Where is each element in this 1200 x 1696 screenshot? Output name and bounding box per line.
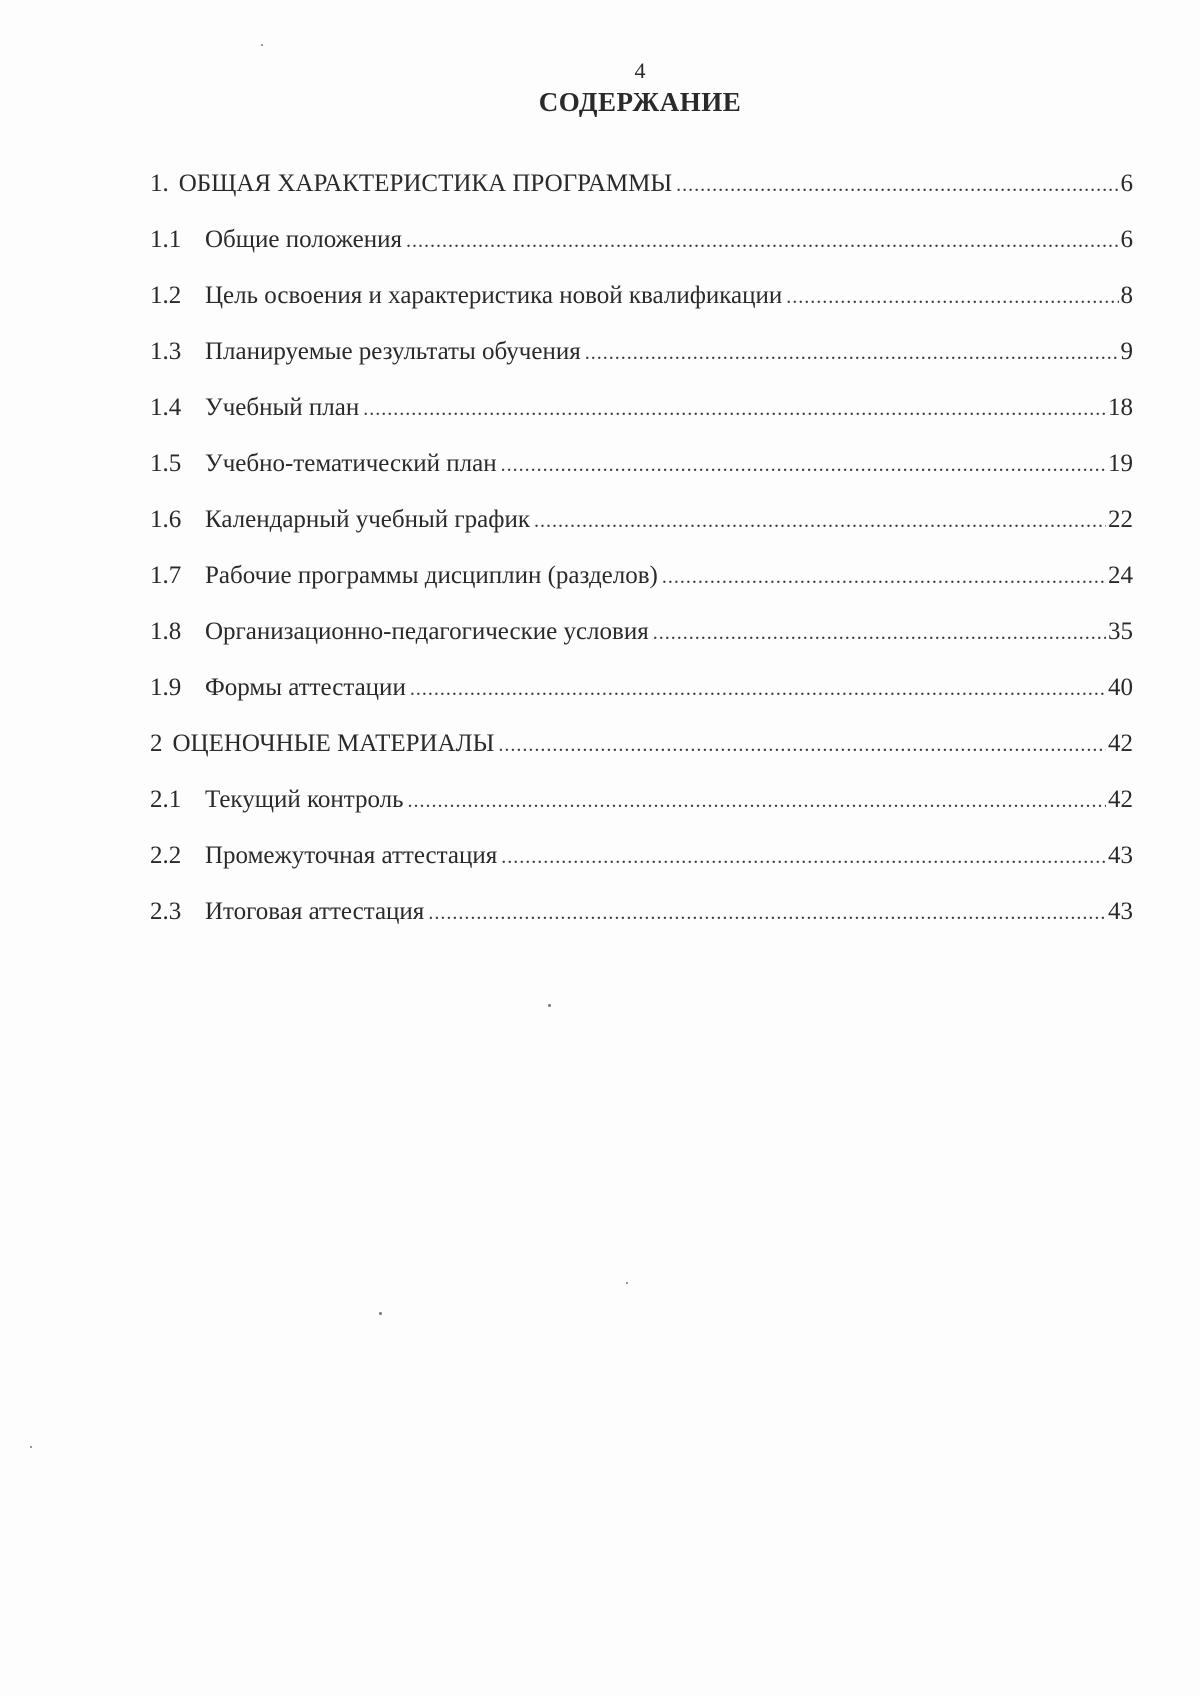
- toc-entry: [150, 726, 1133, 782]
- toc-entry: [150, 614, 1133, 670]
- toc-entry-title: Промежуточная аттестация: [205, 842, 498, 869]
- dot-leader: [534, 502, 1106, 539]
- dot-leader: [363, 390, 1106, 427]
- dot-leader: [786, 278, 1118, 315]
- scan-speck: [626, 1282, 628, 1284]
- toc-entry-number: 2.1: [150, 786, 182, 813]
- toc-entry: [150, 390, 1133, 446]
- toc-entry-page: 9: [1120, 338, 1133, 365]
- dot-leader: [501, 838, 1106, 875]
- scan-speck: [30, 1446, 32, 1448]
- dot-leader: [406, 222, 1119, 259]
- toc-entry-number: 1.8: [150, 618, 182, 645]
- toc-entry-title: Общие положения: [205, 226, 402, 253]
- toc-entry: [150, 502, 1133, 558]
- dot-leader: [676, 166, 1118, 203]
- toc-entry-page: 42: [1108, 730, 1133, 757]
- scan-speck: [379, 1312, 382, 1315]
- toc-entry-title: Рабочие программы дисциплин (разделов): [205, 562, 658, 589]
- toc-entry-page: 43: [1108, 898, 1133, 925]
- toc-entry: [150, 558, 1133, 614]
- toc-entry: [150, 670, 1133, 726]
- toc-entry-title: Формы аттестации: [205, 674, 406, 701]
- dot-leader: [410, 670, 1106, 707]
- toc-entry-page: 19: [1108, 450, 1133, 477]
- table-of-contents: [150, 166, 1133, 950]
- page-title: СОДЕРЖАНИЕ: [538, 87, 742, 117]
- toc-entry-title: ОБЩАЯ ХАРАКТЕРИСТИКА ПРОГРАММЫ: [178, 170, 673, 197]
- dot-leader: [498, 726, 1106, 763]
- toc-entry-title: ОЦЕНОЧНЫЕ МАТЕРИАЛЫ: [172, 730, 495, 757]
- toc-entry-page: 6: [1120, 170, 1133, 197]
- toc-entry-number: 1.5: [150, 450, 182, 477]
- toc-entry: [150, 278, 1133, 334]
- toc-entry-number: 1.: [150, 170, 169, 197]
- dot-leader: [408, 782, 1107, 819]
- toc-entry-number: 1.1: [150, 226, 182, 253]
- toc-entry-page: 22: [1108, 506, 1133, 533]
- dot-leader: [501, 446, 1106, 483]
- toc-entry-page: 40: [1108, 674, 1133, 701]
- toc-entry-page: 42: [1108, 786, 1133, 813]
- toc-entry-number: 2.2: [150, 842, 182, 869]
- toc-entry-title: Цель освоения и характеристика новой квалификации: [205, 282, 783, 309]
- toc-entry-number: 1.4: [150, 394, 182, 421]
- toc-entry: [150, 334, 1133, 390]
- toc-entry: [150, 838, 1133, 894]
- toc-entry-number: 2: [150, 730, 163, 757]
- toc-entry-number: 1.6: [150, 506, 182, 533]
- toc-entry: [150, 446, 1133, 502]
- toc-entry-title: Календарный учебный график: [205, 506, 530, 533]
- toc-entry-number: 1.9: [150, 674, 182, 701]
- scan-speck: [548, 1004, 551, 1007]
- toc-entry: [150, 782, 1133, 838]
- toc-entry: [150, 894, 1133, 950]
- page-number: 4: [634, 58, 646, 83]
- dot-leader: [653, 614, 1106, 651]
- toc-entry-page: 35: [1108, 618, 1133, 645]
- toc-entry-title: Планируемые результаты обучения: [205, 338, 581, 365]
- toc-entry-number: 1.2: [150, 282, 182, 309]
- toc-entry-page: 43: [1108, 842, 1133, 869]
- toc-entry-title: Учебно-тематический план: [205, 450, 497, 477]
- toc-entry-title: Учебный план: [205, 394, 360, 421]
- toc-entry-number: 1.7: [150, 562, 182, 589]
- toc-entry-page: 18: [1108, 394, 1133, 421]
- toc-entry-title: Текущий контроль: [205, 786, 404, 813]
- toc-entry: [150, 166, 1133, 222]
- dot-leader: [428, 894, 1106, 931]
- toc-entry-title: Организационно-педагогические условия: [205, 618, 649, 645]
- scan-speck: [261, 44, 263, 46]
- toc-entry-page: 8: [1120, 282, 1133, 309]
- dot-leader: [662, 558, 1106, 595]
- toc-entry-number: 1.3: [150, 338, 182, 365]
- toc-entry-number: 2.3: [150, 898, 182, 925]
- toc-entry-page: 24: [1108, 562, 1133, 589]
- toc-entry-title: Итоговая аттестация: [205, 898, 425, 925]
- toc-entry: [150, 222, 1133, 278]
- toc-entry-page: 6: [1120, 226, 1133, 253]
- dot-leader: [585, 334, 1119, 371]
